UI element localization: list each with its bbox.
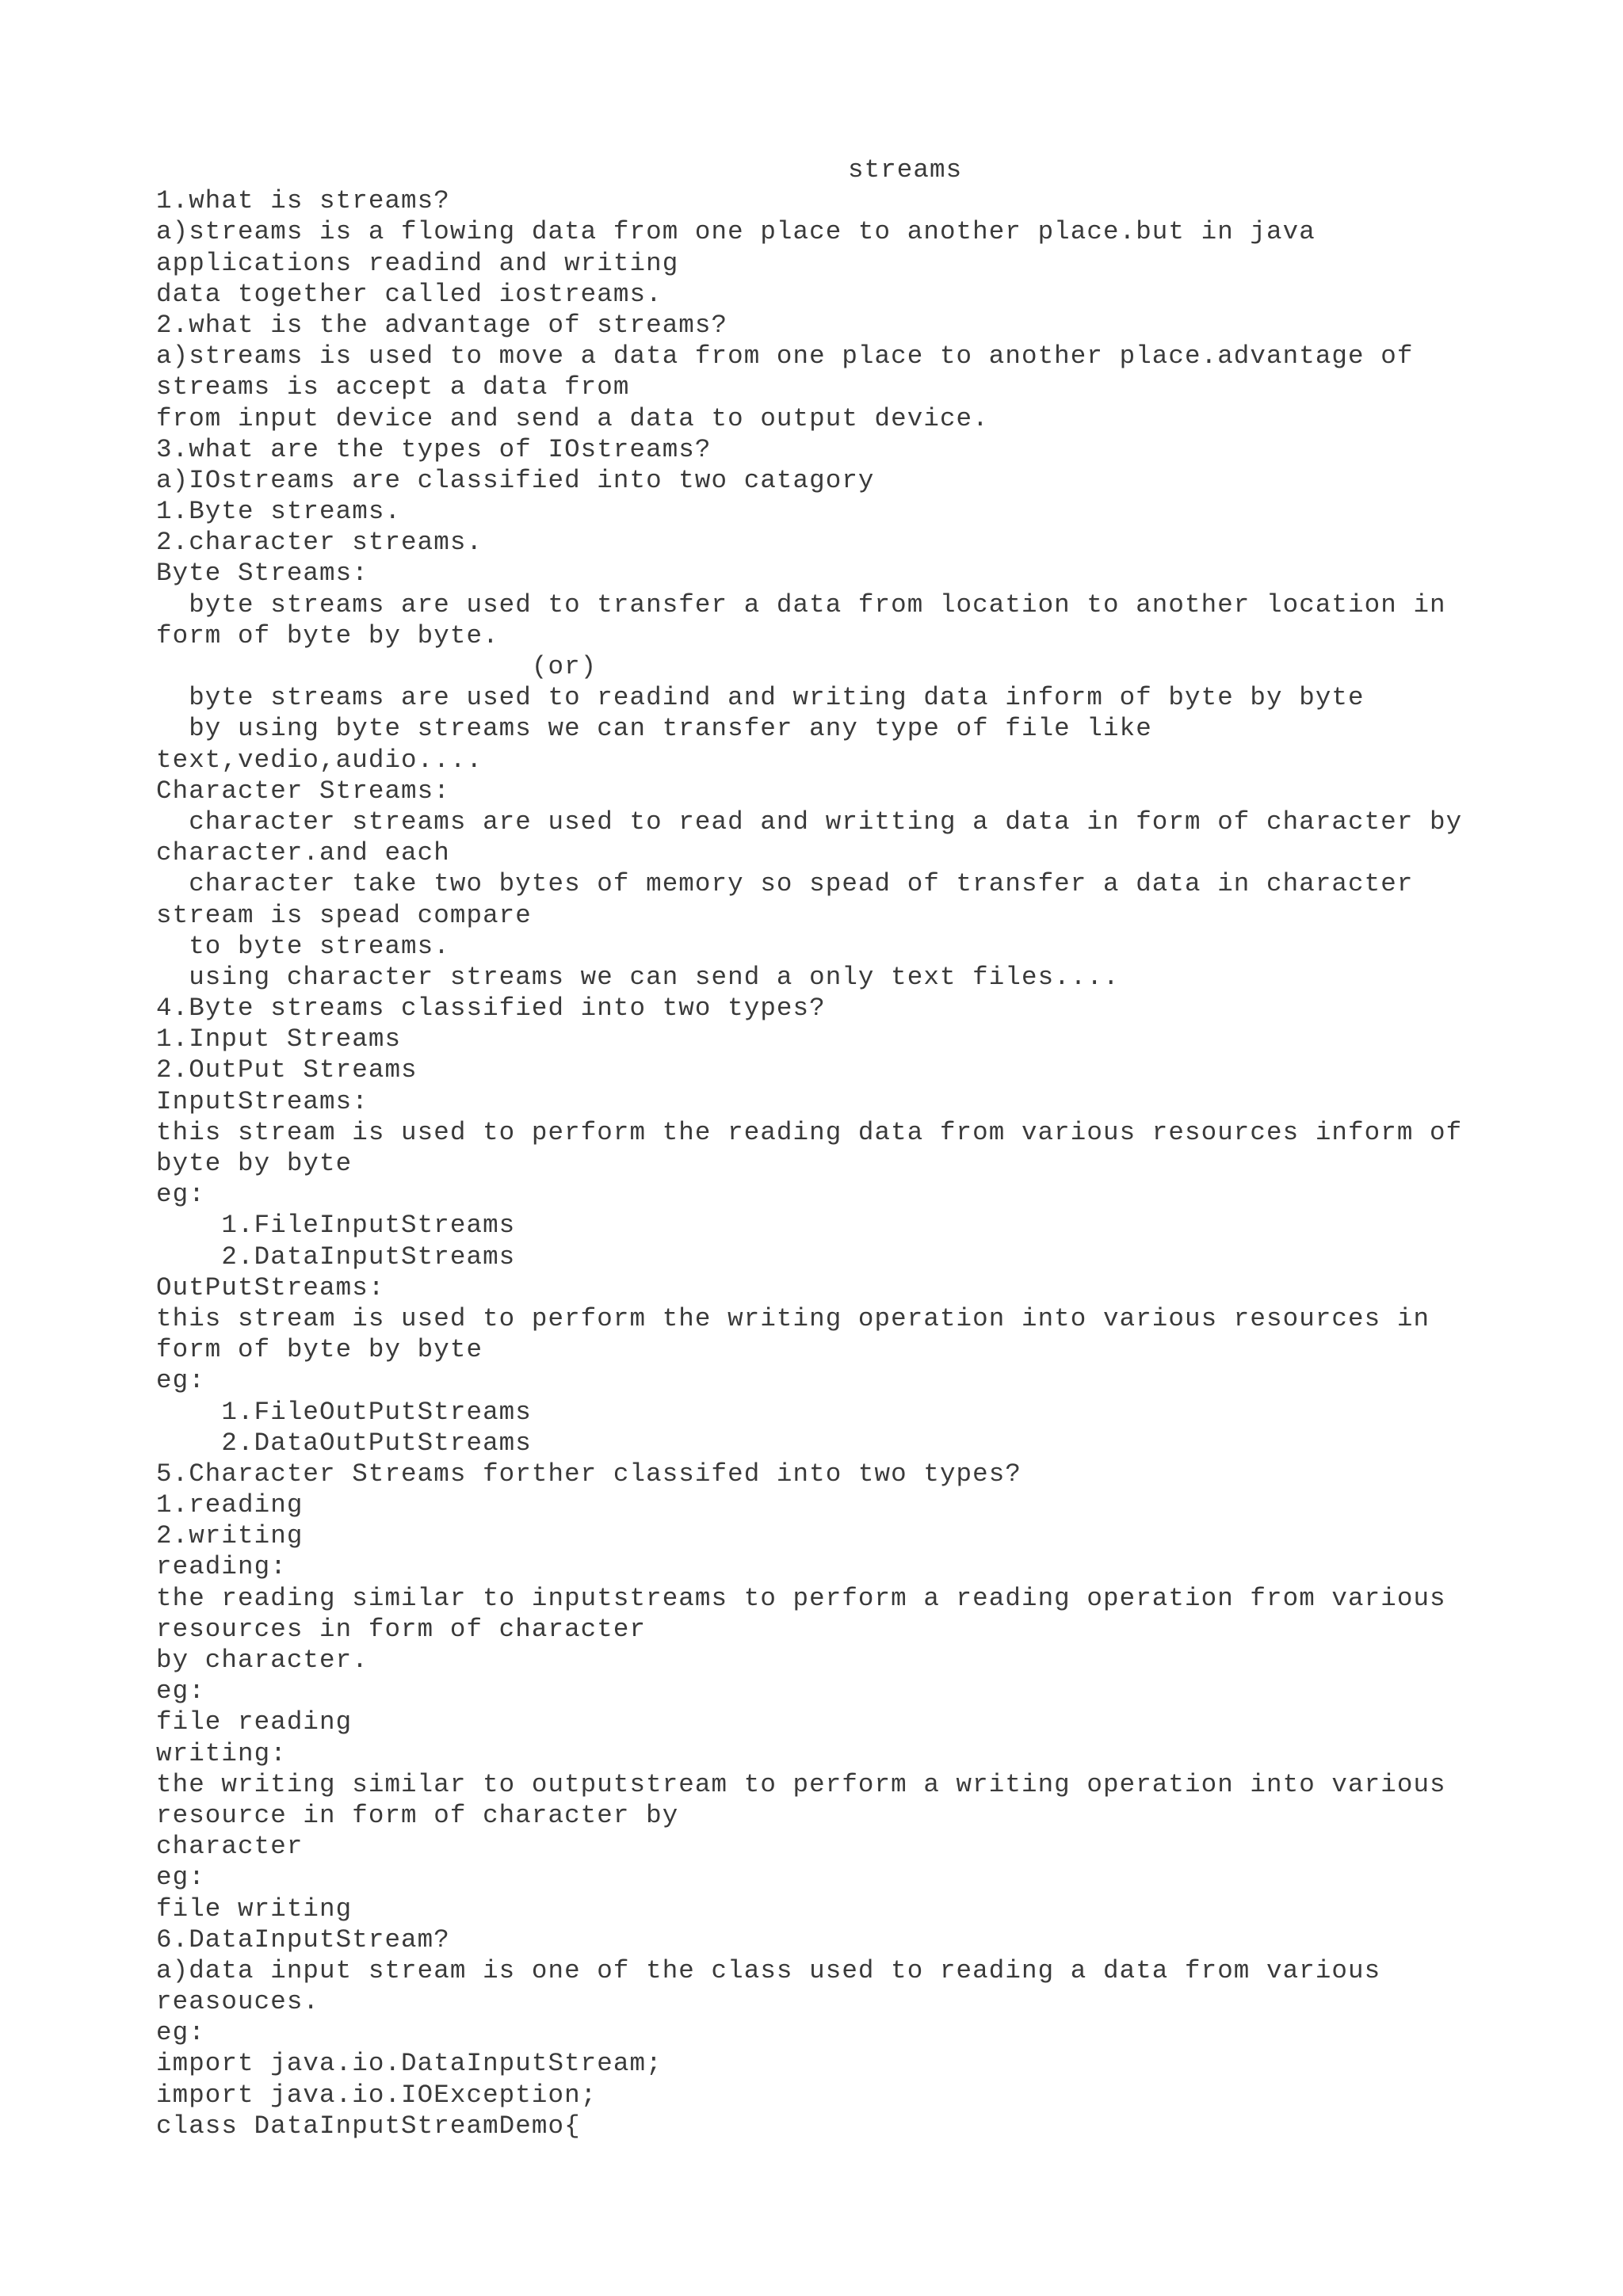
text-line: a)IOstreams are classified into two catagory — [156, 465, 875, 495]
text-line: a)streams is used to move a data from one place to another place.advantage of — [156, 341, 1414, 372]
text-line: from input device and send a data to output device. — [156, 403, 989, 433]
text-line: 2.writing — [156, 1521, 304, 1551]
text-line: eg: — [156, 1676, 205, 1707]
text-line: import java.io.IOException; — [156, 2080, 598, 2110]
text-line: a)data input stream is one of the class used to reading a data from various — [156, 1955, 1381, 1985]
text-line: 2.DataOutPutStreams — [156, 1428, 532, 1458]
text-line: text,vedio,audio.... — [156, 745, 483, 775]
text-line: 6.DataInputStream? — [156, 1924, 450, 1955]
text-line: 1.FileInputStreams — [156, 1211, 516, 1241]
text-line: 2.DataInputStreams — [156, 1241, 516, 1272]
text-line: eg: — [156, 1180, 205, 1210]
text-line: stream is spead compare — [156, 900, 532, 930]
text-line: streams is accept a data from — [156, 372, 630, 402]
text-line: 4.Byte streams classified into two types? — [156, 994, 826, 1024]
text-line: 2.OutPut Streams — [156, 1055, 418, 1085]
text-line: class DataInputStreamDemo{ — [156, 2111, 581, 2141]
text-line: resource in form of character by — [156, 1800, 679, 1830]
text-line: character streams are used to read and writting a data in form of character by — [156, 807, 1463, 837]
text-line: form of byte by byte — [156, 1335, 483, 1365]
document-title: streams — [848, 155, 963, 185]
text-line: to byte streams. — [156, 931, 450, 961]
text-line: 2.character streams. — [156, 528, 483, 558]
text-line: data together called iostreams. — [156, 279, 663, 309]
text-line: 1.what is streams? — [156, 186, 450, 216]
text-line: character.and each — [156, 838, 450, 868]
text-line: reading: — [156, 1552, 287, 1582]
text-line: form of byte by byte. — [156, 620, 499, 650]
text-line: OutPutStreams: — [156, 1272, 385, 1302]
text-line: by using byte streams we can transfer any type of file like — [156, 714, 1152, 744]
text-line: character take two bytes of memory so spead of transfer a data in character — [156, 869, 1414, 899]
text-line: 5.Character Streams forther classifed into two types? — [156, 1459, 1022, 1489]
text-line: this stream is used to perform the reading data from various resources inform of — [156, 1117, 1463, 1147]
text-line: eg: — [156, 2018, 205, 2048]
text-line: InputStreams: — [156, 1086, 369, 1116]
text-line: applications readind and writing — [156, 248, 679, 278]
document-body — [156, 185, 1583, 2142]
text-line: by character. — [156, 1646, 369, 1675]
text-line: reasouces. — [156, 1987, 320, 2017]
text-line: using character streams we can send a only text files.... — [156, 962, 1120, 992]
text-line: byte streams are used to transfer a data from location to another location in — [156, 589, 1446, 620]
text-line: this stream is used to perform the writing operation into various resources in — [156, 1303, 1430, 1333]
text-line: Byte Streams: — [156, 559, 369, 589]
text-line: 1.FileOutPutStreams — [156, 1397, 532, 1427]
document-page — [156, 154, 1583, 2142]
text-line: eg: — [156, 1863, 205, 1893]
text-line: 1.Input Streams — [156, 1024, 402, 1055]
text-line: 1.reading — [156, 1490, 304, 1520]
text-line: 2.what is the advantage of streams? — [156, 310, 728, 340]
text-line: writing: — [156, 1738, 287, 1768]
text-line: resources in form of character — [156, 1614, 647, 1644]
text-line: the writing similar to outputstream to perform a writing operation into various — [156, 1769, 1446, 1799]
text-line: (or) — [156, 652, 598, 681]
text-line: file reading — [156, 1707, 353, 1737]
text-line: eg: — [156, 1366, 205, 1396]
text-line: import java.io.DataInputStream; — [156, 2049, 663, 2079]
text-line: byte by byte — [156, 1149, 353, 1178]
text-line: a)streams is a flowing data from one place to another place.but in java — [156, 217, 1316, 247]
text-line: 3.what are the types of IOstreams? — [156, 434, 712, 464]
text-line: 1.Byte streams. — [156, 497, 402, 527]
text-line: byte streams are used to readind and writing data inform of byte by byte — [156, 683, 1365, 713]
text-line: the reading similar to inputstreams to perform a reading operation from various — [156, 1583, 1446, 1613]
text-line: Character Streams: — [156, 776, 450, 806]
text-line: character — [156, 1832, 304, 1862]
text-line: file writing — [156, 1894, 353, 1924]
